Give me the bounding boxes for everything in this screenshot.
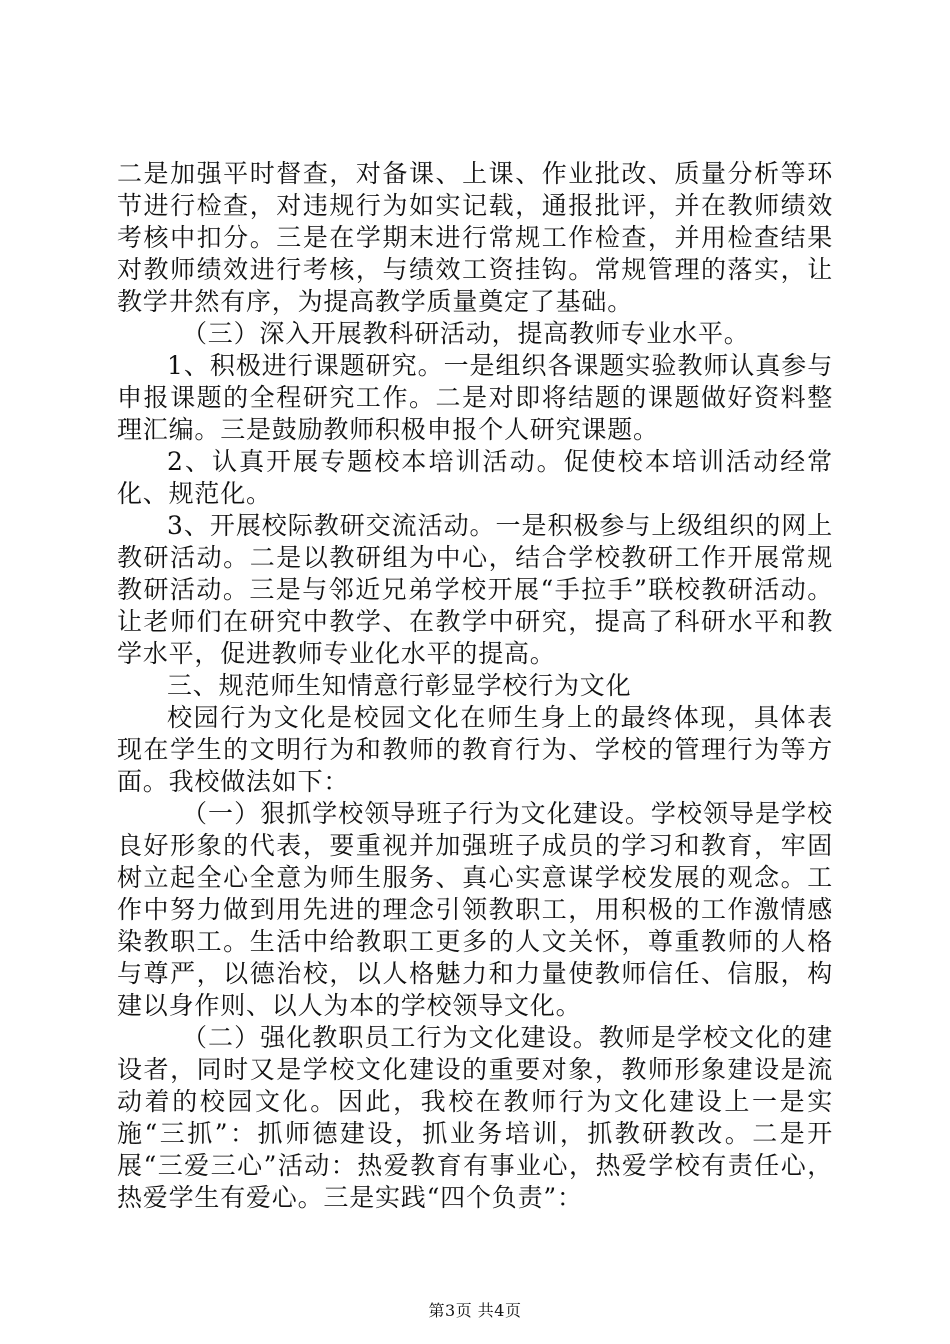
paragraph-topic-research: 1、积极进行课题研究。一是组织各课题实验教师认真参与申报课题的全程研究工作。二是对即将结题的课题做好资料整理汇编。三是鼓励教师积极申报个人研究课题。 xyxy=(117,351,833,444)
paragraph-behavior-culture-intro: 校园行为文化是校园文化在师生身上的最终体现，具体表现在学生的文明行为和教师的教育行为、学校的管理行为等方面。我校做法如下： xyxy=(117,703,833,796)
section-heading-research: （三）深入开展教科研活动，提高教师专业水平。 xyxy=(182,319,750,348)
page-footer: 第3页 共4页 xyxy=(428,1301,522,1320)
paragraph-continuation: 二是加强平时督查，对备课、上课、作业批改、质量分析等环节进行检查，对违规行为如实记载，通报批评，并在教师绩效考核中扣分。三是在学期末进行常规工作检查，并用检查结果对教师绩效进行考核，与绩效工资挂钩。常规管理的落实，让教学井然有序，为提高教学质量奠定了基础。 xyxy=(117,159,833,316)
section-heading-behavior-culture: 三、规范师生知情意行彰显学校行为文化 xyxy=(167,671,632,700)
paragraph-leadership-culture: （一）狠抓学校领导班子行为文化建设。学校领导是学校良好形象的代表，要重视并加强班子成员的学习和教育，牢固树立起全心全意为师生服务、真心实意谋学校发展的观念。工作中努力做到用先进的理念引领教职工，用积极的工作激情感染教职工。生活中给教职工更多的人文关怀，尊重教师的人格与尊严，以德治校，以人格魅力和力量使教师信任、信服，构建以身作则、以人为本的学校领导文化。 xyxy=(117,799,833,1020)
paragraph-interschool-exchange: 3、开展校际教研交流活动。一是积极参与上级组织的网上教研活动。二是以教研组为中心，结合学校教研工作开展常规教研活动。三是与邻近兄弟学校开展“手拉手”联校教研活动。让老师们在研究中教学、在教学中研究，提高了科研水平和教学水平，促进教师专业化水平的提高。 xyxy=(117,511,833,668)
paragraph-staff-culture: （二）强化教职员工行为文化建设。教师是学校文化的建设者，同时又是学校文化建设的重要对象，教师形象建设是流动着的校园文化。因此，我校在教师行为文化建设上一是实施“三抓”：抓师德建设，抓业务培训，抓教研教改。二是开展“三爱三心”活动：热爱教育有事业心，热爱学校有责任心，热爱学生有爱心。三是实践“四个负责”： xyxy=(117,1023,833,1212)
paragraph-school-training: 2、认真开展专题校本培训活动。促使校本培训活动经常化、规范化。 xyxy=(117,447,833,508)
document-body xyxy=(117,158,833,1214)
